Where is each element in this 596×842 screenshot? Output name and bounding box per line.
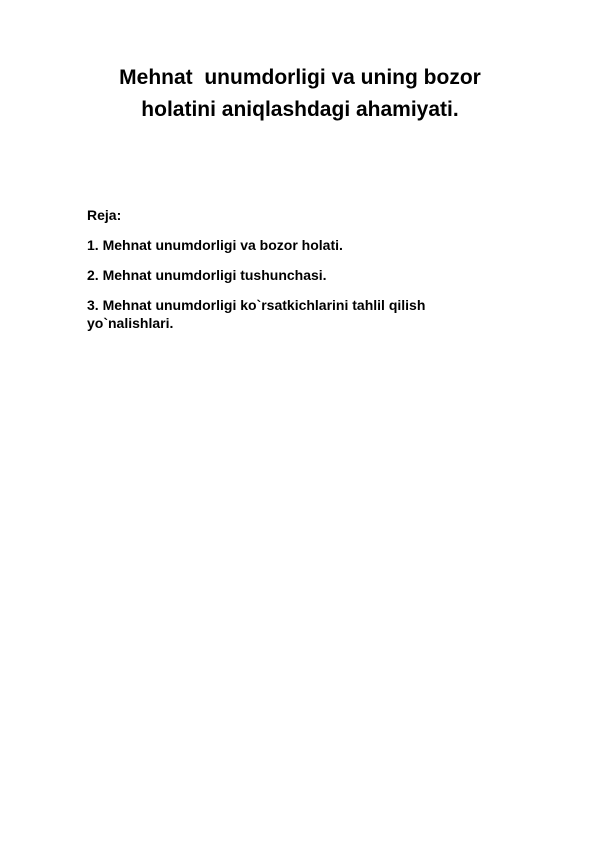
document-title-line-2: holatini aniqlashdagi ahamiyati. [141,98,459,121]
document-title [60,62,540,126]
plan-heading: Reja: [87,207,122,223]
plan-item-1: 1. Mehnat unumdorligi va bozor holati. [87,237,343,253]
plan-item-2: 2. Mehnat unumdorligi tushunchasi. [87,267,327,283]
plan-item-3: 3. Mehnat unumdorligi ko`rsatkichlarini tahlil qilish yo`nalishlari. [87,297,426,331]
document-title-line-1: Mehnat unumdorligi va uning bozor [119,66,481,89]
plan-section [87,206,507,332]
